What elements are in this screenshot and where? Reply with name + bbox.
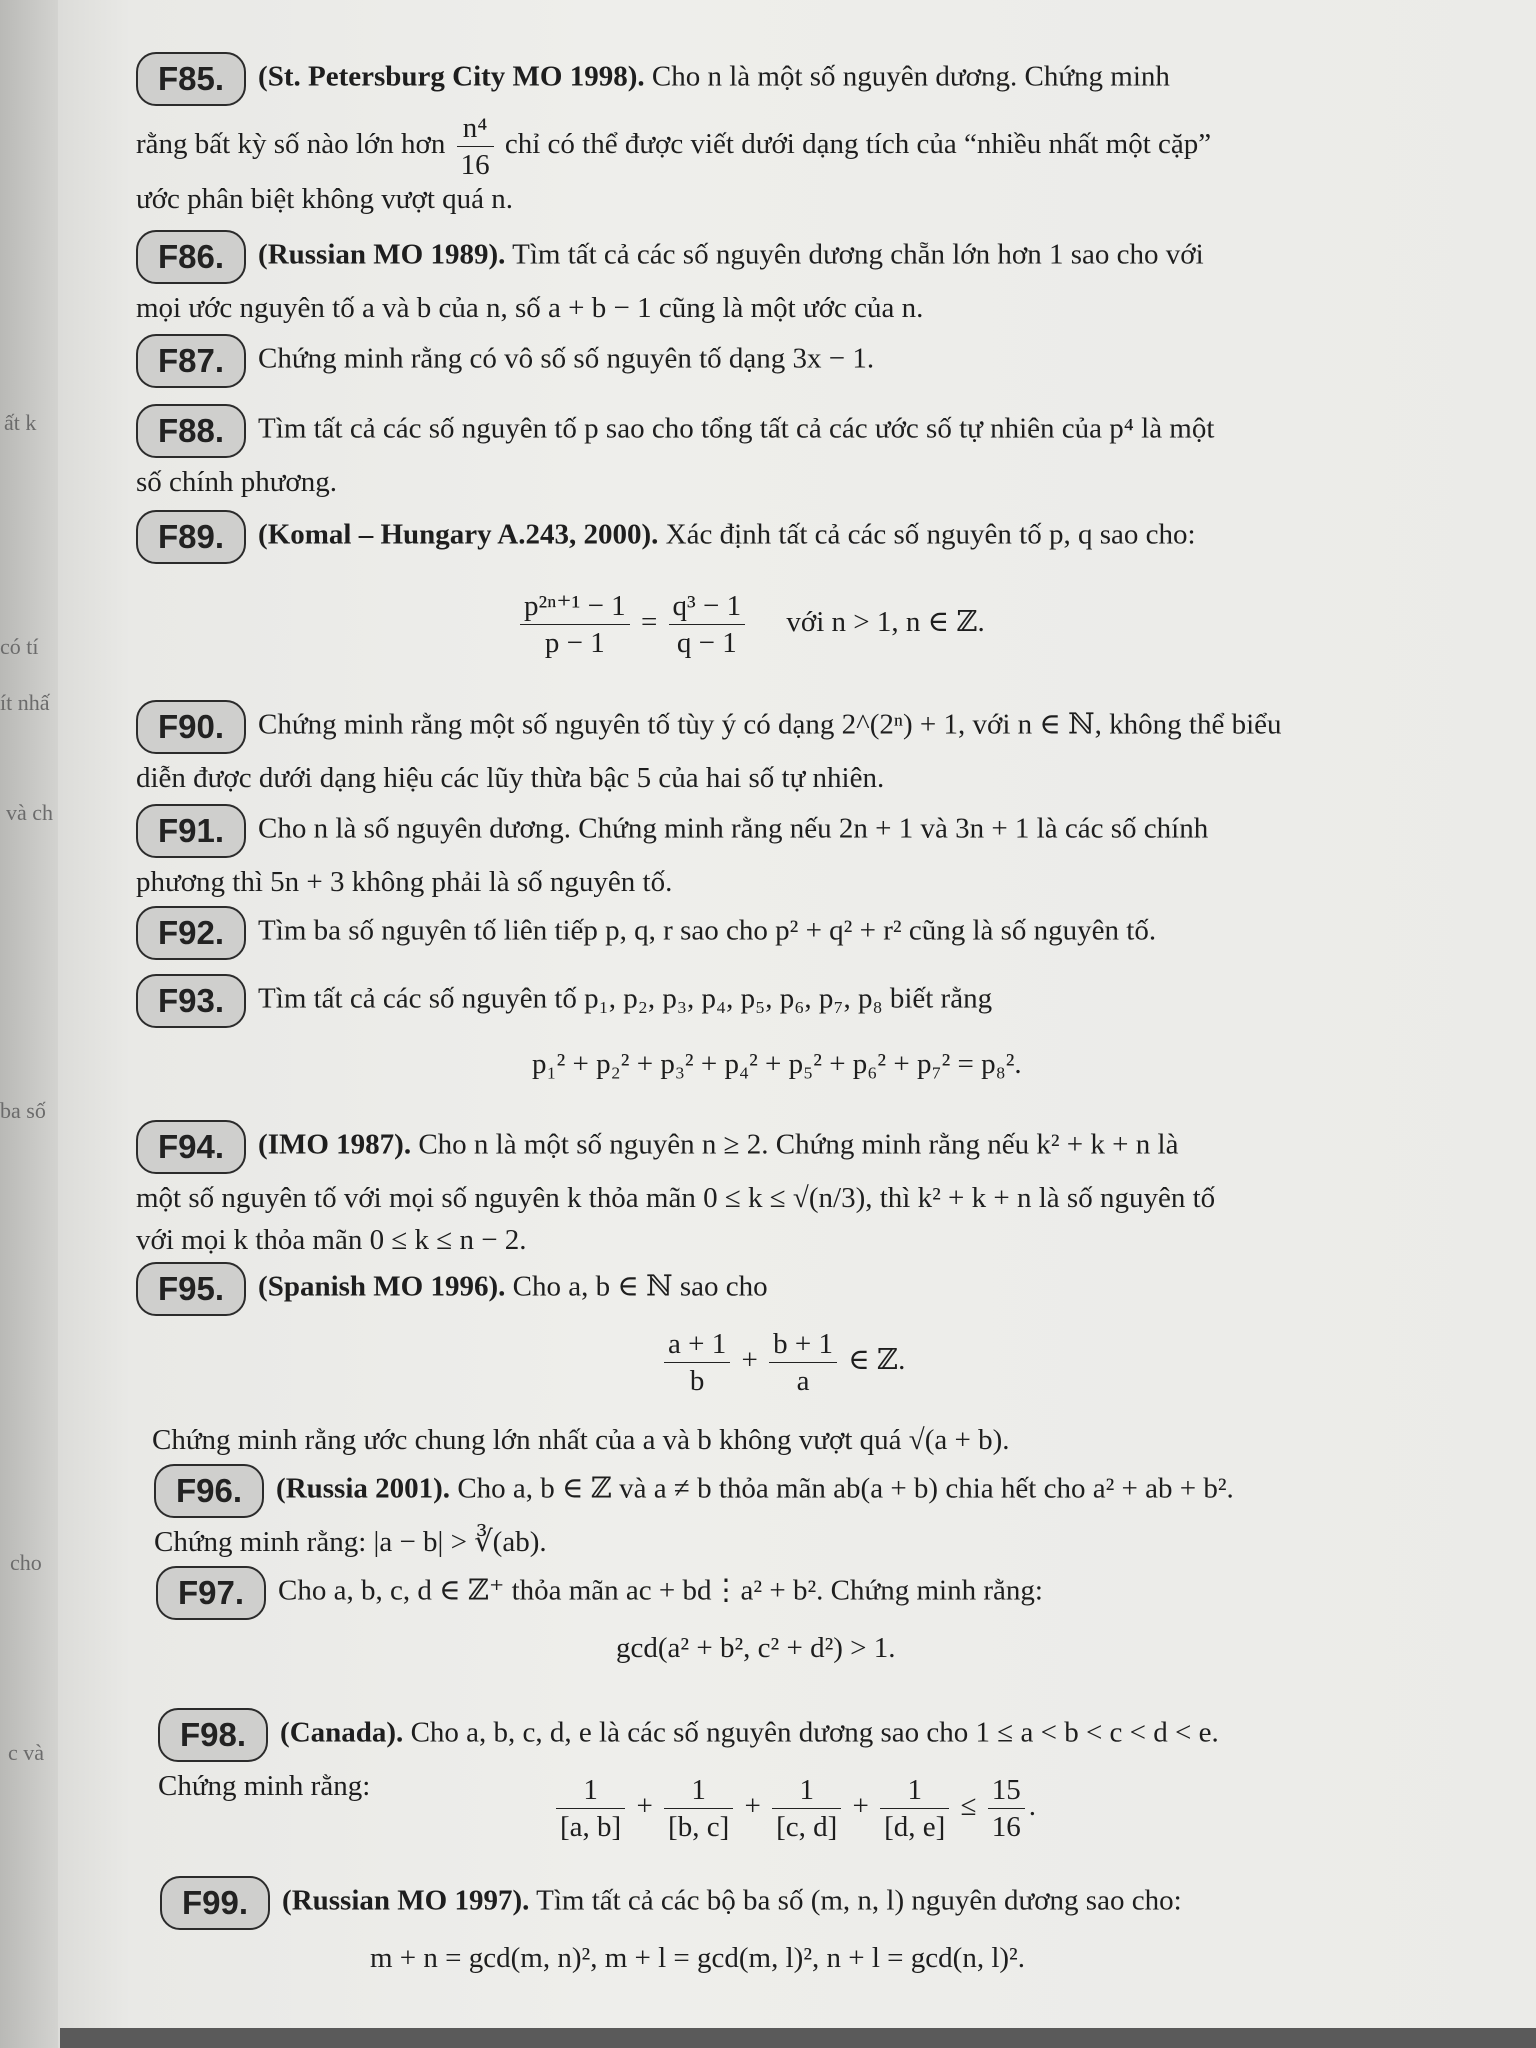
problem-f87 (136, 334, 1456, 388)
problem-text: với mọi k thỏa mãn 0 ≤ k ≤ n − 2. (136, 1224, 527, 1256)
problem-badge: F93. (136, 974, 246, 1028)
problem-badge: F98. (158, 1708, 268, 1762)
problem-text: Chứng minh rằng ước chung lớn nhất của a và b không vượt quá √(a + b). (152, 1424, 1010, 1456)
problem-badge: F86. (136, 230, 246, 284)
fraction-numerator: q³ − 1 (672, 590, 742, 622)
problem-f99 (160, 1876, 1480, 1930)
fraction-numerator: 1 (583, 1774, 598, 1806)
le-sign: ≤ (960, 1790, 977, 1823)
edge-fragment: và ch (6, 800, 54, 825)
problem-f97 (156, 1566, 1476, 1620)
problem-f85 (136, 52, 1456, 223)
fraction-numerator: 1 (691, 1774, 706, 1806)
problem-source: (Russia 2001). (276, 1472, 451, 1505)
edge-fragment: cho (10, 1550, 42, 1575)
problem-text: Tìm tất cả các số nguyên tố p₁, p₂, p₃, p₄, p₅, p₆, p₇, p₈ biết rằng (258, 982, 993, 1015)
edge-fragment: ất k (4, 410, 37, 435)
problem-badge: F94. (136, 1120, 246, 1174)
plus-sign: + (741, 1344, 758, 1377)
problem-badge: F97. (156, 1566, 266, 1620)
problem-text: Tìm tất cả các bộ ba số (m, n, l) nguyên dương sao cho: (536, 1884, 1182, 1917)
problem-text: Chứng minh rằng có vô số số nguyên tố dạng 3x − 1. (258, 342, 875, 375)
fraction-denominator: a (769, 1362, 837, 1399)
problem-badge: F95. (136, 1262, 246, 1316)
problem-badge: F85. (136, 52, 246, 106)
fraction-numerator: b + 1 (773, 1328, 833, 1360)
problem-f95-conclusion (152, 1416, 1472, 1464)
problem-text: Chứng minh rằng một số nguyên tố tùy ý có dạng 2^(2ⁿ) + 1, với n ∈ ℕ, không thể biểu (258, 708, 1282, 741)
fraction-numerator: 1 (799, 1774, 814, 1806)
problem-text: phương thì 5n + 3 không phải là số nguyên tố. (136, 866, 673, 898)
problem-source: (Canada). (280, 1716, 404, 1749)
fraction-numerator: a + 1 (668, 1328, 727, 1360)
problem-text: Tìm tất cả các số nguyên tố p sao cho tổng tất cả các ước số tự nhiên của p⁴ là một (258, 412, 1215, 445)
problem-text: Cho n là số nguyên dương. Chứng minh rằng nếu 2n + 1 và 3n + 1 là các số chính (258, 812, 1209, 845)
fraction (664, 1326, 730, 1399)
problem-text: Cho a, b ∈ ℤ và a ≠ b thỏa mãn ab(a + b) chia hết cho a² + ab + b². (457, 1472, 1234, 1505)
fraction-denominator: p − 1 (520, 624, 630, 661)
edge-fragment: c và (8, 1740, 45, 1765)
problem-badge: F99. (160, 1876, 270, 1930)
problem-badge: F96. (154, 1464, 264, 1518)
fraction-numerator: 1 (907, 1774, 922, 1806)
equals-sign: = (640, 606, 658, 639)
problem-text: Cho a, b ∈ ℕ sao cho (512, 1270, 768, 1303)
problem-text: một số nguyên tố với mọi số nguyên k thỏa mãn 0 ≤ k ≤ √(n/3), thì k² + k + n là số nguyên tố (136, 1182, 1216, 1214)
problem-f95 (136, 1262, 1456, 1316)
fraction-denominator: 16 (457, 146, 494, 183)
fraction-denominator: [a, b] (556, 1808, 625, 1845)
problem-text: diễn được dưới dạng hiệu các lũy thừa bậc 5 của hai số tự nhiên. (136, 762, 885, 794)
fraction (664, 1772, 733, 1845)
period: . (1028, 1790, 1036, 1823)
problem-f89 (136, 510, 1456, 564)
problem-text: Cho a, b, c, d, e là các số nguyên dương sao cho 1 ≤ a < b < c < d < e. (410, 1716, 1219, 1749)
problem-f86 (136, 230, 1456, 332)
problem-text: Chứng minh rằng: |a − b| > ∛(ab). (154, 1526, 547, 1558)
problem-f96 (154, 1464, 1474, 1566)
fraction-denominator: 16 (988, 1808, 1025, 1845)
fraction (556, 1772, 625, 1845)
problem-badge: F87. (136, 334, 246, 388)
problem-source: (St. Petersburg City MO 1998). (258, 60, 645, 93)
plus-sign: + (852, 1790, 869, 1823)
problem-text: chỉ có thể được viết dưới dạng tích của “nhiều nhất một cặp” (504, 128, 1212, 161)
fraction-denominator: q − 1 (669, 624, 746, 661)
fraction-denominator: [b, c] (664, 1808, 733, 1845)
fraction-denominator: [d, e] (880, 1808, 949, 1845)
problem-badge: F90. (136, 700, 246, 754)
fraction (669, 588, 746, 661)
fraction-denominator: [c, d] (772, 1808, 841, 1845)
fraction (769, 1326, 837, 1399)
fraction (520, 588, 630, 661)
edge-fragment: có tí (0, 634, 39, 659)
equation-f95 (660, 1326, 905, 1399)
problem-f90 (136, 700, 1456, 802)
problem-f91 (136, 804, 1456, 906)
equation-f97: gcd(a² + b², c² + d²) > 1. (616, 1632, 896, 1664)
problem-text: Cho n là một số nguyên n ≥ 2. Chứng minh rằng nếu k² + k + n là (418, 1128, 1179, 1161)
problem-f92 (136, 906, 1456, 960)
problem-source: (Russian MO 1989). (258, 238, 506, 271)
problem-text: Cho a, b, c, d ∈ ℤ⁺ thỏa mãn ac + bd⋮a² + b². Chứng minh rằng: (278, 1574, 1043, 1607)
problem-badge: F91. (136, 804, 246, 858)
problem-text: Chứng minh rằng: (158, 1770, 371, 1802)
fraction (988, 1772, 1025, 1845)
edge-fragment: ba số (0, 1098, 46, 1123)
fraction-numerator: n⁴ (462, 112, 488, 144)
plus-sign: + (744, 1790, 761, 1823)
equation-f99: m + n = gcd(m, n)², m + l = gcd(m, l)², n + l = gcd(n, l)². (370, 1942, 1025, 1974)
problem-text: ước phân biệt không vượt quá n. (136, 183, 514, 215)
equation-f98 (552, 1772, 1036, 1845)
problem-badge: F92. (136, 906, 246, 960)
problem-text: Tìm tất cả các số nguyên dương chẵn lớn hơn 1 sao cho với (512, 238, 1204, 271)
problem-text: rằng bất kỳ số nào lớn hơn (136, 128, 446, 161)
fraction-denominator: b (664, 1362, 730, 1399)
fraction (880, 1772, 949, 1845)
fraction (772, 1772, 841, 1845)
problem-text: số chính phương. (136, 466, 338, 498)
equation-f93: p₁² + p₂² + p₃² + p₄² + p₅² + p₆² + p₇² = p₈². (532, 1048, 1022, 1080)
problem-source: (IMO 1987). (258, 1128, 412, 1161)
problem-source: (Komal – Hungary A.243, 2000). (258, 518, 659, 551)
equation-f89 (516, 588, 985, 661)
fraction-numerator: p²ⁿ⁺¹ − 1 (524, 590, 626, 622)
condition-text: với n > 1, n ∈ ℤ. (786, 606, 985, 639)
problem-text: mọi ước nguyên tố a và b của n, số a + b − 1 cũng là một ước của n. (136, 292, 924, 324)
problem-source: (Russian MO 1997). (282, 1884, 530, 1917)
problem-badge: F89. (136, 510, 246, 564)
problem-text: Tìm ba số nguyên tố liên tiếp p, q, r sao cho p² + q² + r² cũng là số nguyên tố. (258, 914, 1157, 947)
problem-text: Cho n là một số nguyên dương. Chứng minh (651, 60, 1170, 93)
problem-f88 (136, 404, 1456, 506)
page-bottom-shadow (60, 2028, 1536, 2048)
edge-fragment: ít nhấ (0, 690, 50, 715)
problem-f94 (136, 1120, 1456, 1264)
plus-sign: + (636, 1790, 653, 1823)
fraction (457, 110, 494, 183)
problem-f93 (136, 974, 1456, 1028)
problem-source: (Spanish MO 1996). (258, 1270, 506, 1303)
fraction-numerator: 15 (991, 1774, 1021, 1806)
membership-text: ∈ ℤ. (848, 1344, 906, 1377)
problem-text: Xác định tất cả các số nguyên tố p, q sao cho: (665, 518, 1196, 551)
problem-badge: F88. (136, 404, 246, 458)
